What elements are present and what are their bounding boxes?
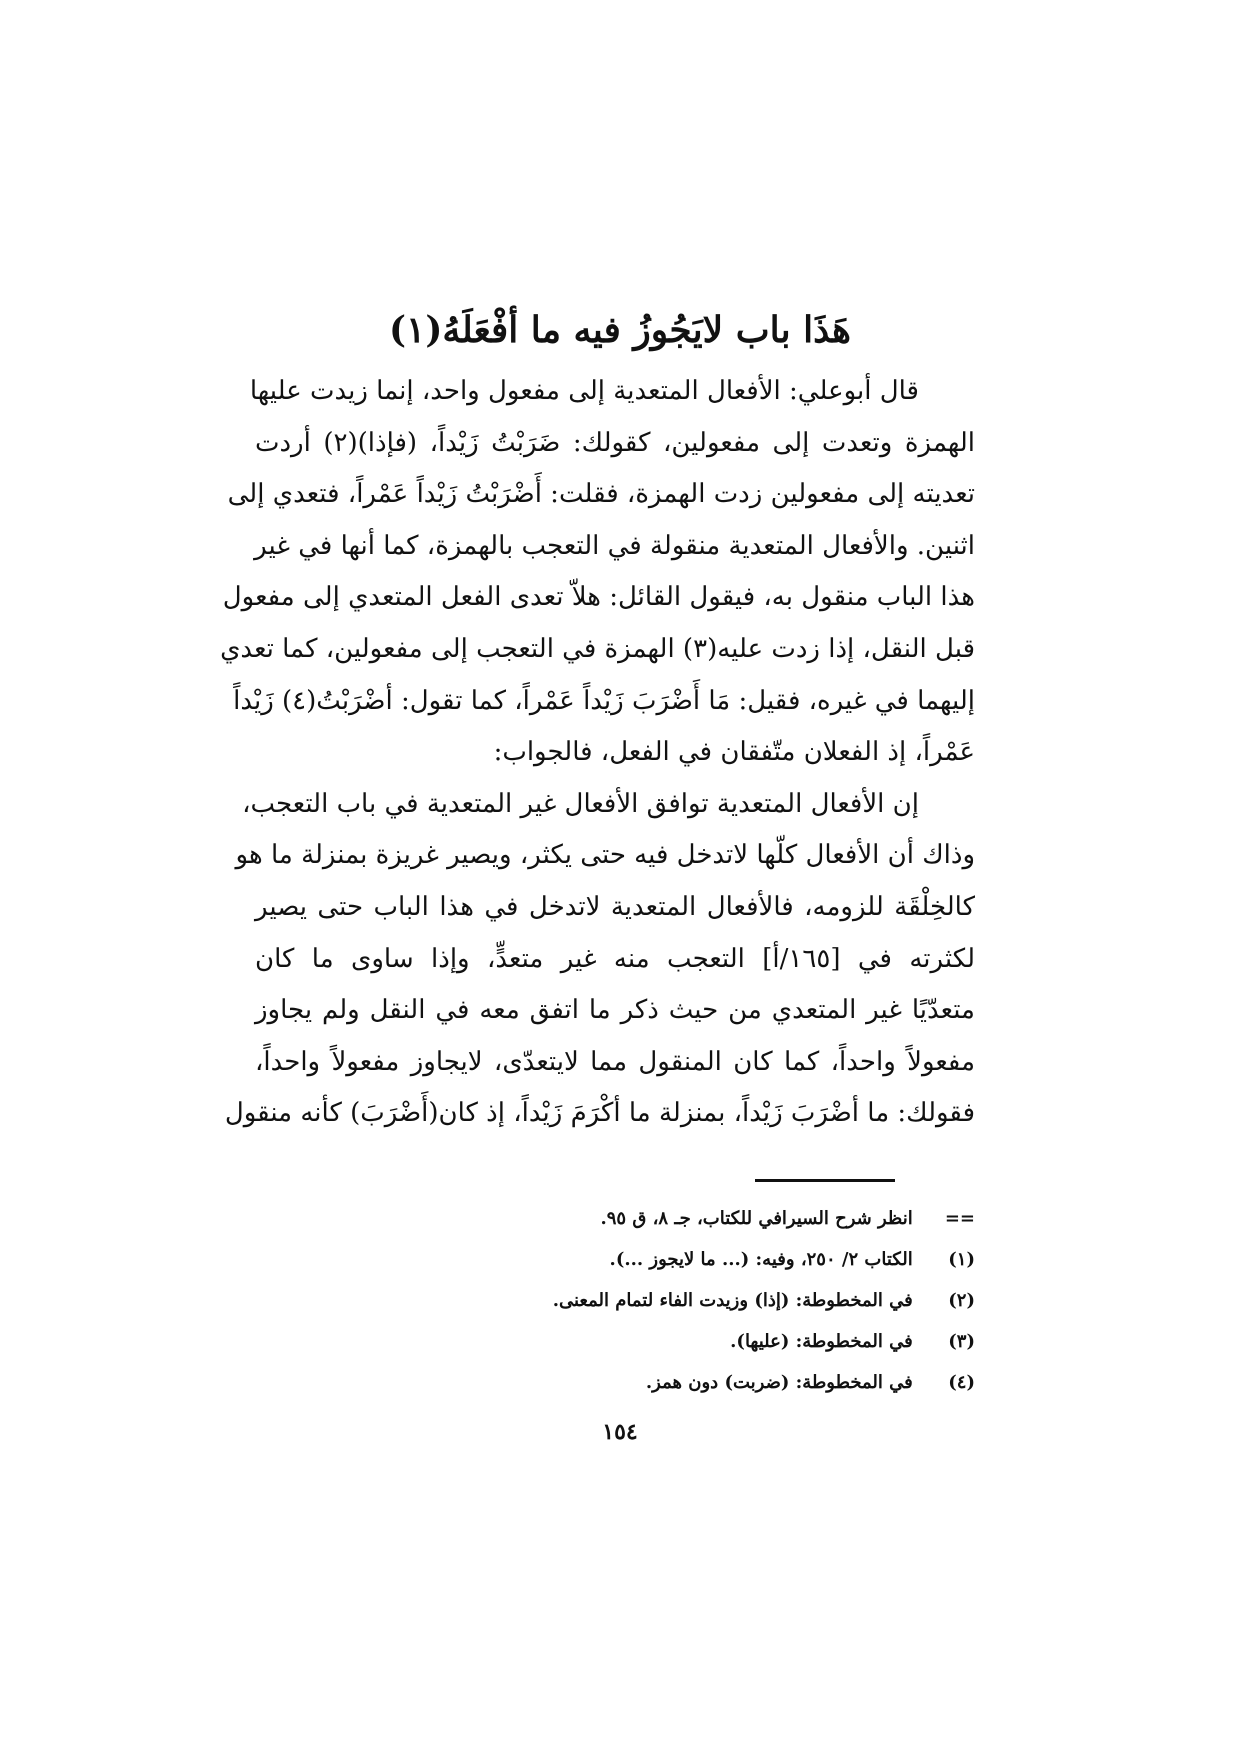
text-line: الهمزة وتعدت إلى مفعولين، كقولك: ضَرَبْتُ زَيْداً، (فإذا)(٢) أردت bbox=[255, 427, 975, 458]
footnote-mark: == bbox=[944, 1208, 975, 1229]
footnote-item bbox=[255, 1280, 975, 1321]
footnote-text: الكتاب ٢/ ٢٥٠، وفيه: (... ما لايجوز ...). bbox=[609, 1249, 913, 1270]
text-line: وذاك أن الأفعال كلّها لاتدخل فيه حتى يكثر، ويصير غريزة بمنزلة ما هو bbox=[235, 840, 975, 871]
footnote-mark: (٣) bbox=[948, 1331, 975, 1352]
footnote-item bbox=[255, 1198, 975, 1239]
text-line: هذا الباب منقول به، فيقول القائل: هلاّ تعدى الفعل المتعدي إلى مفعول bbox=[222, 582, 975, 613]
text-line: إليهما في غيره، فقيل: مَا أَضْرَبَ زَيْداً عَمْراً، كما تقول: أضْرَبْتُ(٤) زَيْداً bbox=[233, 685, 975, 716]
text-line: عَمْراً، إذ الفعلان متّفقان في الفعل، فالجواب: bbox=[493, 737, 975, 768]
page-number: ١٥٤ bbox=[602, 1419, 638, 1445]
footnote-text: في المخطوطة: (إذا) وزيدت الفاء لتمام المعنى. bbox=[552, 1290, 913, 1311]
text-line: متعدّيًا غير المتعدي من حيث ذكر ما اتفق معه في النقل ولم يجاوز bbox=[255, 995, 975, 1026]
footnote-item bbox=[255, 1362, 975, 1403]
footnote-text: انظر شرح السيرافي للكتاب، جـ ٨، ق ٩٥. bbox=[600, 1208, 913, 1229]
text-line: إن الأفعال المتعدية توافق الأفعال غير المتعدية في باب التعجب، bbox=[242, 788, 919, 819]
footnote-mark: (٤) bbox=[948, 1372, 975, 1393]
text-line: قال أبوعلي: الأفعال المتعدية إلى مفعول واحد، إنما زيدت عليها bbox=[249, 376, 919, 406]
footnote-mark: (١) bbox=[948, 1249, 975, 1270]
footnote-divider bbox=[755, 1179, 895, 1182]
chapter-title: هَذَا باب لايَجُوزُ فيه ما أفْعَلَهُ(١) bbox=[388, 309, 852, 351]
footnote-item bbox=[255, 1239, 975, 1280]
text-line: تعديته إلى مفعولين زدت الهمزة، فقلت: أَضْرَبْتُ زَيْداً عَمْراً، فتعدي إلى bbox=[227, 479, 975, 510]
footnote-text: في المخطوطة: (ضربت) دون همز. bbox=[645, 1372, 913, 1393]
text-line: فقولك: ما أضْرَبَ زَيْداً، بمنزلة ما أكْرَمَ زَيْداً، إذ كان(أَضْرَبَ) كأنه منقول bbox=[224, 1098, 975, 1129]
text-line: مفعولاً واحداً، كما كان المنقول مما لايتعدّى، لايجاوز مفعولاً واحداً، bbox=[255, 1046, 975, 1077]
footnote-mark: (٢) bbox=[948, 1290, 975, 1311]
text-line: اثنين. والأفعال المتعدية منقولة في التعجب بالهمزة، كما أنها في غير bbox=[254, 530, 975, 561]
footnote-item bbox=[255, 1321, 975, 1362]
footnotes bbox=[255, 1198, 975, 1403]
footnote-text: في المخطوطة: (عليها). bbox=[730, 1331, 913, 1352]
text-line: قبل النقل، إذا زدت عليه(٣) الهمزة في التعجب إلى مفعولين، كما تعدي bbox=[220, 633, 975, 664]
text-line: كالخِلْقَة للزومه، فالأفعال المتعدية لاتدخل في هذا الباب حتى يصير bbox=[255, 891, 975, 922]
text-line: لكثرته في [١٦٥/أ] التعجب منه غير متعدٍّ، وإذا ساوى ما كان bbox=[255, 943, 976, 974]
main-text bbox=[220, 366, 976, 1140]
